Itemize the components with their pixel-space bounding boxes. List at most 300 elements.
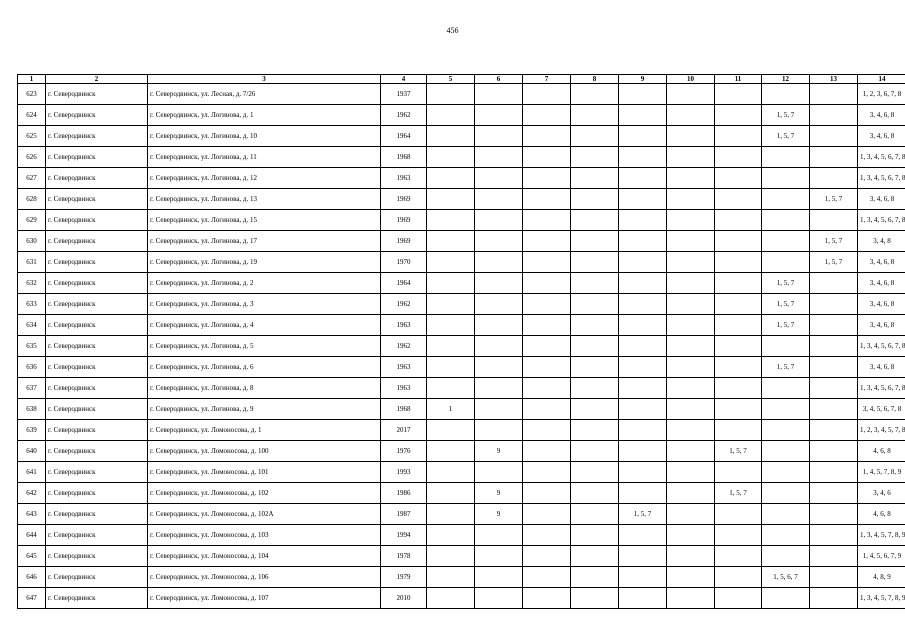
table-cell-col-14: 4, 6, 8	[858, 504, 905, 525]
table-cell-col-2: г. Северодвинск	[46, 399, 148, 420]
table-row	[18, 252, 905, 273]
table-row	[18, 105, 905, 126]
table-cell-col-10	[667, 231, 715, 252]
table-cell-col-1: 647	[18, 588, 46, 609]
table-cell-col-8	[571, 504, 619, 525]
table-cell-col-2: г. Северодвинск	[46, 336, 148, 357]
table-cell-col-1: 639	[18, 420, 46, 441]
table-cell-col-10	[667, 483, 715, 504]
column-header-4: 4	[381, 75, 427, 84]
table-cell-col-2: г. Северодвинск	[46, 441, 148, 462]
table-cell-col-1: 644	[18, 525, 46, 546]
table-cell-col-2: г. Северодвинск	[46, 105, 148, 126]
table-cell-col-12	[762, 546, 810, 567]
table-cell-col-6	[475, 231, 523, 252]
table-cell-col-4: 1962	[381, 105, 427, 126]
table-cell-col-9	[619, 336, 667, 357]
table-cell-col-12	[762, 441, 810, 462]
table-cell-col-3: г. Северодвинск, ул. Логинова, д. 12	[148, 168, 381, 189]
table-cell-col-3: г. Северодвинск, ул. Лесная, д. 7/26	[148, 84, 381, 105]
column-header-3: 3	[148, 75, 381, 84]
table-cell-col-12	[762, 399, 810, 420]
table-cell-col-5	[427, 210, 475, 231]
table-cell-col-7	[523, 315, 571, 336]
table-cell-col-14: 3, 4, 6, 8	[858, 252, 905, 273]
table-row	[18, 504, 905, 525]
table-cell-col-9	[619, 231, 667, 252]
table-cell-col-7	[523, 105, 571, 126]
table-cell-col-1: 643	[18, 504, 46, 525]
table-row	[18, 315, 905, 336]
table-cell-col-10	[667, 588, 715, 609]
column-header-2: 2	[46, 75, 148, 84]
table-cell-col-2: г. Северодвинск	[46, 378, 148, 399]
table-cell-col-5	[427, 294, 475, 315]
table-cell-col-8	[571, 525, 619, 546]
table-cell-col-6	[475, 84, 523, 105]
table-cell-col-1: 637	[18, 378, 46, 399]
table-cell-col-4: 1969	[381, 231, 427, 252]
table-cell-col-9	[619, 126, 667, 147]
table-cell-col-12: 1, 5, 7	[762, 357, 810, 378]
table-row	[18, 210, 905, 231]
table-cell-col-6	[475, 567, 523, 588]
table-cell-col-13	[810, 525, 858, 546]
column-header-6: 6	[475, 75, 523, 84]
table-cell-col-13: 1, 5, 7	[810, 252, 858, 273]
table-cell-col-14: 4, 8, 9	[858, 567, 905, 588]
table-cell-col-8	[571, 462, 619, 483]
table-cell-col-10	[667, 378, 715, 399]
table-cell-col-8	[571, 231, 619, 252]
table-cell-col-8	[571, 189, 619, 210]
table-row	[18, 357, 905, 378]
table-cell-col-12	[762, 504, 810, 525]
column-header-13: 13	[810, 75, 858, 84]
table-cell-col-2: г. Северодвинск	[46, 462, 148, 483]
table-cell-col-5	[427, 420, 475, 441]
table-cell-col-7	[523, 336, 571, 357]
table-cell-col-5	[427, 168, 475, 189]
table-cell-col-5	[427, 462, 475, 483]
table-cell-col-13	[810, 483, 858, 504]
table-cell-col-11	[715, 399, 762, 420]
table-cell-col-1: 645	[18, 546, 46, 567]
table-cell-col-5	[427, 189, 475, 210]
table-cell-col-13	[810, 504, 858, 525]
table-cell-col-6	[475, 294, 523, 315]
table-cell-col-5	[427, 273, 475, 294]
table-cell-col-12	[762, 147, 810, 168]
table-cell-col-3: г. Северодвинск, ул. Логинова, д. 13	[148, 189, 381, 210]
table-body	[18, 84, 905, 609]
table-cell-col-4: 1964	[381, 126, 427, 147]
column-header-5: 5	[427, 75, 475, 84]
table-cell-col-8	[571, 105, 619, 126]
table-cell-col-7	[523, 441, 571, 462]
table-cell-col-9	[619, 84, 667, 105]
table-cell-col-7	[523, 420, 571, 441]
table-cell-col-11: 1, 5, 7	[715, 483, 762, 504]
table-cell-col-7	[523, 357, 571, 378]
table-cell-col-2: г. Северодвинск	[46, 189, 148, 210]
table-cell-col-7	[523, 84, 571, 105]
table-cell-col-9	[619, 483, 667, 504]
table-cell-col-13	[810, 126, 858, 147]
table-cell-col-12: 1, 5, 6, 7	[762, 567, 810, 588]
table-cell-col-6	[475, 378, 523, 399]
table-cell-col-4: 1978	[381, 546, 427, 567]
table-cell-col-13	[810, 315, 858, 336]
table-cell-col-14: 3, 4, 6, 8	[858, 357, 905, 378]
table-cell-col-3: г. Северодвинск, ул. Логинова, д. 15	[148, 210, 381, 231]
column-header-7: 7	[523, 75, 571, 84]
table-cell-col-7	[523, 504, 571, 525]
table-cell-col-5	[427, 147, 475, 168]
data-table	[17, 74, 905, 609]
table-cell-col-3: г. Северодвинск, ул. Логинова, д. 4	[148, 315, 381, 336]
table-row	[18, 168, 905, 189]
table-cell-col-9	[619, 273, 667, 294]
table-cell-col-9	[619, 294, 667, 315]
table-cell-col-3: г. Северодвинск, ул. Логинова, д. 1	[148, 105, 381, 126]
table-cell-col-4: 1968	[381, 399, 427, 420]
table-cell-col-11	[715, 546, 762, 567]
table-cell-col-6	[475, 588, 523, 609]
table-cell-col-12	[762, 168, 810, 189]
table-cell-col-1: 646	[18, 567, 46, 588]
table-cell-col-14: 1, 3, 4, 5, 6, 7, 8	[858, 336, 905, 357]
table-cell-col-14: 1, 2, 3, 4, 5, 7, 8	[858, 420, 905, 441]
table-cell-col-12: 1, 5, 7	[762, 315, 810, 336]
column-header-1: 1	[18, 75, 46, 84]
table-cell-col-8	[571, 315, 619, 336]
table-cell-col-13	[810, 378, 858, 399]
table-cell-col-8	[571, 336, 619, 357]
table-cell-col-6	[475, 462, 523, 483]
table-cell-col-6: 9	[475, 504, 523, 525]
table-cell-col-9	[619, 189, 667, 210]
table-cell-col-6	[475, 525, 523, 546]
table-cell-col-12: 1, 5, 7	[762, 273, 810, 294]
table-cell-col-9	[619, 210, 667, 231]
column-header-14: 14	[858, 75, 905, 84]
table-cell-col-12	[762, 378, 810, 399]
table-cell-col-11	[715, 315, 762, 336]
table-row	[18, 567, 905, 588]
table-cell-col-12: 1, 5, 7	[762, 105, 810, 126]
table-cell-col-11	[715, 420, 762, 441]
table-cell-col-11	[715, 231, 762, 252]
table-cell-col-3: г. Северодвинск, ул. Ломоносова, д. 107	[148, 588, 381, 609]
table-cell-col-6	[475, 357, 523, 378]
table-cell-col-12	[762, 525, 810, 546]
table-cell-col-5	[427, 252, 475, 273]
table-cell-col-1: 629	[18, 210, 46, 231]
table-cell-col-14: 1, 3, 4, 5, 6, 7, 8	[858, 210, 905, 231]
table-row	[18, 399, 905, 420]
table-cell-col-6	[475, 210, 523, 231]
table-cell-col-5	[427, 525, 475, 546]
table-cell-col-5	[427, 126, 475, 147]
table-cell-col-8	[571, 210, 619, 231]
table-cell-col-2: г. Северодвинск	[46, 210, 148, 231]
table-cell-col-1: 642	[18, 483, 46, 504]
table-cell-col-4: 1986	[381, 483, 427, 504]
table-cell-col-11	[715, 378, 762, 399]
column-header-8: 8	[571, 75, 619, 84]
table-cell-col-13	[810, 357, 858, 378]
table-cell-col-7	[523, 462, 571, 483]
table-cell-col-9	[619, 525, 667, 546]
table-cell-col-3: г. Северодвинск, ул. Логинова, д. 19	[148, 252, 381, 273]
table-cell-col-11	[715, 252, 762, 273]
table-cell-col-13	[810, 567, 858, 588]
table-cell-col-10	[667, 294, 715, 315]
page-number: 456	[446, 26, 459, 35]
table-cell-col-8	[571, 273, 619, 294]
table-row	[18, 189, 905, 210]
table-cell-col-7	[523, 210, 571, 231]
table-row	[18, 420, 905, 441]
table-cell-col-4: 1963	[381, 315, 427, 336]
table-cell-col-6	[475, 252, 523, 273]
table-cell-col-10	[667, 105, 715, 126]
table-cell-col-1: 641	[18, 462, 46, 483]
table-cell-col-7	[523, 378, 571, 399]
table-cell-col-8	[571, 378, 619, 399]
table-cell-col-3: г. Северодвинск, ул. Ломоносова, д. 100	[148, 441, 381, 462]
table-cell-col-1: 636	[18, 357, 46, 378]
table-cell-col-5	[427, 231, 475, 252]
table-cell-col-14: 1, 3, 4, 5, 7, 8, 9	[858, 525, 905, 546]
table-cell-col-14: 4, 6, 8	[858, 441, 905, 462]
table-cell-col-11	[715, 273, 762, 294]
table-cell-col-14: 3, 4, 6, 8	[858, 315, 905, 336]
table-cell-col-5	[427, 504, 475, 525]
table-cell-col-4: 1962	[381, 294, 427, 315]
table-cell-col-13	[810, 441, 858, 462]
table-cell-col-8	[571, 357, 619, 378]
table-cell-col-10	[667, 273, 715, 294]
table-row	[18, 378, 905, 399]
table-cell-col-10	[667, 420, 715, 441]
table-cell-col-9	[619, 378, 667, 399]
table-cell-col-11	[715, 357, 762, 378]
column-header-10: 10	[667, 75, 715, 84]
table-cell-col-3: г. Северодвинск, ул. Ломоносова, д. 102	[148, 483, 381, 504]
table-cell-col-9	[619, 252, 667, 273]
table-cell-col-10	[667, 525, 715, 546]
column-header-12: 12	[762, 75, 810, 84]
table-cell-col-5	[427, 336, 475, 357]
table-cell-col-7	[523, 252, 571, 273]
table-cell-col-13: 1, 5, 7	[810, 189, 858, 210]
table-cell-col-8	[571, 546, 619, 567]
table-cell-col-10	[667, 189, 715, 210]
table-cell-col-6	[475, 147, 523, 168]
table-cell-col-3: г. Северодвинск, ул. Логинова, д. 10	[148, 126, 381, 147]
table-cell-col-3: г. Северодвинск, ул. Логинова, д. 2	[148, 273, 381, 294]
table-cell-col-5: 1	[427, 399, 475, 420]
table-cell-col-2: г. Северодвинск	[46, 126, 148, 147]
table-cell-col-14: 1, 4, 5, 6, 7, 9	[858, 546, 905, 567]
table-cell-col-8	[571, 84, 619, 105]
table-cell-col-12: 1, 5, 7	[762, 294, 810, 315]
table-row	[18, 294, 905, 315]
table-cell-col-9	[619, 546, 667, 567]
table-cell-col-10	[667, 252, 715, 273]
table-cell-col-8	[571, 441, 619, 462]
table-cell-col-10	[667, 567, 715, 588]
table-cell-col-11: 1, 5, 7	[715, 441, 762, 462]
table-cell-col-3: г. Северодвинск, ул. Логинова, д. 9	[148, 399, 381, 420]
table-cell-col-11	[715, 504, 762, 525]
table-cell-col-5	[427, 357, 475, 378]
table-cell-col-13	[810, 84, 858, 105]
table-cell-col-12	[762, 84, 810, 105]
table-cell-col-5	[427, 378, 475, 399]
table-cell-col-13	[810, 462, 858, 483]
table-cell-col-9: 1, 5, 7	[619, 504, 667, 525]
table-cell-col-7	[523, 399, 571, 420]
table-cell-col-9	[619, 315, 667, 336]
table-cell-col-9	[619, 462, 667, 483]
table-cell-col-1: 625	[18, 126, 46, 147]
table-cell-col-9	[619, 420, 667, 441]
table-cell-col-10	[667, 336, 715, 357]
table-cell-col-7	[523, 567, 571, 588]
table-cell-col-5	[427, 546, 475, 567]
table-cell-col-2: г. Северодвинск	[46, 483, 148, 504]
table-cell-col-6	[475, 168, 523, 189]
table-cell-col-11	[715, 126, 762, 147]
table-cell-col-2: г. Северодвинск	[46, 504, 148, 525]
table-cell-col-1: 628	[18, 189, 46, 210]
table-cell-col-13	[810, 105, 858, 126]
table-cell-col-2: г. Северодвинск	[46, 147, 148, 168]
table-cell-col-11	[715, 567, 762, 588]
table-cell-col-8	[571, 588, 619, 609]
table-cell-col-9	[619, 105, 667, 126]
table-cell-col-4: 1963	[381, 378, 427, 399]
table-row	[18, 231, 905, 252]
table-cell-col-1: 627	[18, 168, 46, 189]
table-cell-col-12	[762, 588, 810, 609]
header-row	[18, 75, 905, 84]
table-cell-col-8	[571, 252, 619, 273]
table-cell-col-1: 630	[18, 231, 46, 252]
table-row	[18, 588, 905, 609]
table-cell-col-10	[667, 168, 715, 189]
table-cell-col-7	[523, 168, 571, 189]
table-cell-col-1: 633	[18, 294, 46, 315]
table-cell-col-10	[667, 504, 715, 525]
table-cell-col-1: 635	[18, 336, 46, 357]
table-cell-col-10	[667, 462, 715, 483]
table-row	[18, 273, 905, 294]
table-cell-col-6: 9	[475, 483, 523, 504]
table-cell-col-4: 1993	[381, 462, 427, 483]
table-cell-col-13	[810, 294, 858, 315]
table-cell-col-11	[715, 189, 762, 210]
table-cell-col-4: 2017	[381, 420, 427, 441]
table-cell-col-8	[571, 126, 619, 147]
table-cell-col-2: г. Северодвинск	[46, 525, 148, 546]
column-header-9: 9	[619, 75, 667, 84]
table-cell-col-14: 3, 4, 8	[858, 231, 905, 252]
table-cell-col-6	[475, 126, 523, 147]
table-cell-col-14: 1, 3, 4, 5, 6, 7, 8	[858, 147, 905, 168]
table-cell-col-11	[715, 168, 762, 189]
table-cell-col-6: 9	[475, 441, 523, 462]
table-cell-col-2: г. Северодвинск	[46, 357, 148, 378]
table-cell-col-12	[762, 420, 810, 441]
table-cell-col-14: 1, 3, 4, 5, 6, 7, 8	[858, 378, 905, 399]
table-cell-col-14: 3, 4, 6, 8	[858, 189, 905, 210]
table-cell-col-3: г. Северодвинск, ул. Ломоносова, д. 103	[148, 525, 381, 546]
table-cell-col-5	[427, 315, 475, 336]
table-cell-col-5	[427, 567, 475, 588]
table-cell-col-12	[762, 462, 810, 483]
table-cell-col-7	[523, 525, 571, 546]
table-cell-col-13	[810, 420, 858, 441]
table-row	[18, 546, 905, 567]
table-cell-col-7	[523, 147, 571, 168]
table-cell-col-13	[810, 399, 858, 420]
table-cell-col-4: 1994	[381, 525, 427, 546]
table-cell-col-7	[523, 294, 571, 315]
table-cell-col-4: 1968	[381, 147, 427, 168]
table-cell-col-3: г. Северодвинск, ул. Ломоносова, д. 101	[148, 462, 381, 483]
table-row	[18, 147, 905, 168]
table-cell-col-11	[715, 525, 762, 546]
table-cell-col-4: 1976	[381, 441, 427, 462]
table-cell-col-4: 1979	[381, 567, 427, 588]
table-cell-col-12	[762, 231, 810, 252]
table-cell-col-4: 1969	[381, 210, 427, 231]
table-cell-col-14: 3, 4, 6	[858, 483, 905, 504]
table-cell-col-13	[810, 168, 858, 189]
table-cell-col-11	[715, 105, 762, 126]
table-row	[18, 462, 905, 483]
table-cell-col-3: г. Северодвинск, ул. Логинова, д. 6	[148, 357, 381, 378]
table-cell-col-3: г. Северодвинск, ул. Логинова, д. 3	[148, 294, 381, 315]
table-cell-col-13	[810, 273, 858, 294]
table-cell-col-2: г. Северодвинск	[46, 294, 148, 315]
table-cell-col-1: 631	[18, 252, 46, 273]
table-cell-col-4: 1964	[381, 273, 427, 294]
table-cell-col-14: 1, 4, 5, 7, 8, 9	[858, 462, 905, 483]
table-cell-col-9	[619, 441, 667, 462]
table-cell-col-13	[810, 546, 858, 567]
table-cell-col-14: 1, 3, 4, 5, 6, 7, 8	[858, 168, 905, 189]
table-cell-col-13	[810, 147, 858, 168]
table-cell-col-9	[619, 588, 667, 609]
table-cell-col-10	[667, 210, 715, 231]
table-cell-col-12	[762, 483, 810, 504]
table-cell-col-14: 1, 2, 3, 6, 7, 8	[858, 84, 905, 105]
table-cell-col-2: г. Северодвинск	[46, 252, 148, 273]
table-cell-col-7	[523, 483, 571, 504]
table-cell-col-5	[427, 483, 475, 504]
table-cell-col-2: г. Северодвинск	[46, 231, 148, 252]
table-row	[18, 525, 905, 546]
table-cell-col-11	[715, 588, 762, 609]
table-cell-col-4: 1962	[381, 336, 427, 357]
table-cell-col-2: г. Северодвинск	[46, 84, 148, 105]
table-cell-col-10	[667, 147, 715, 168]
